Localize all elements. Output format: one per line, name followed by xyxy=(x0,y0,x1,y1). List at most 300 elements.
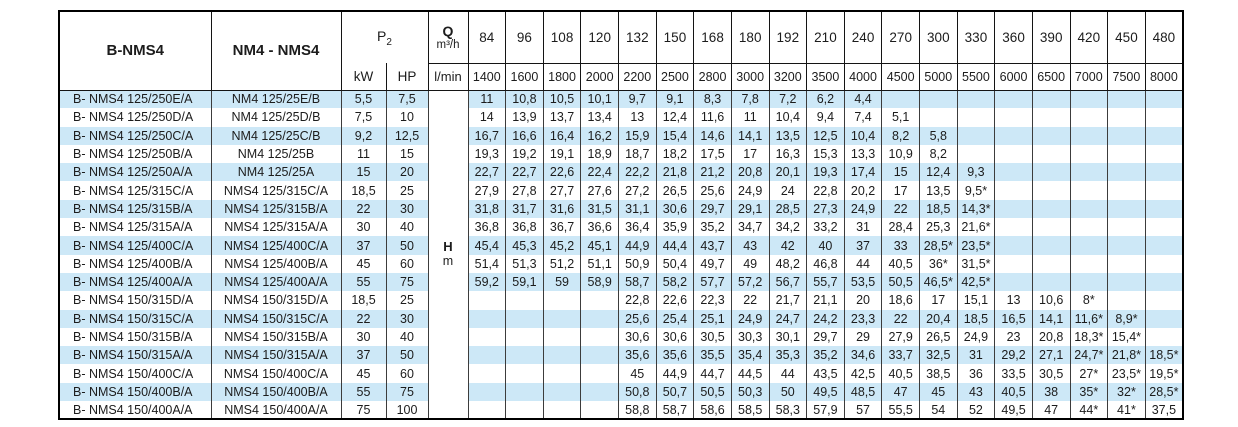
flow-m3h-240: 240 xyxy=(844,11,882,63)
p2-hp-value: 30 xyxy=(386,200,428,218)
head-value-168: 21,2 xyxy=(694,163,732,181)
pump-row xyxy=(59,90,1183,108)
head-value-210: 40 xyxy=(807,236,845,254)
head-value-168: 8,3 xyxy=(694,90,732,108)
head-value-210: 57,9 xyxy=(807,401,845,419)
flow-m3h-390: 390 xyxy=(1032,11,1070,63)
head-value-150: 30,6 xyxy=(656,200,694,218)
head-value-96: 13,9 xyxy=(506,108,544,126)
head-value-420 xyxy=(1070,273,1108,291)
head-value-210: 43,5 xyxy=(807,364,845,382)
head-value-192: 16,3 xyxy=(769,145,807,163)
head-value-450: 8,9* xyxy=(1108,310,1146,328)
head-value-330: 36 xyxy=(957,364,995,382)
head-value-120 xyxy=(581,310,619,328)
head-value-150: 9,1 xyxy=(656,90,694,108)
head-value-420: 35* xyxy=(1070,383,1108,401)
head-value-96: 51,3 xyxy=(506,255,544,273)
head-value-84: 36,8 xyxy=(468,218,506,236)
flow-lmin-3500: 3500 xyxy=(807,63,845,90)
head-value-180: 35,4 xyxy=(731,346,769,364)
flow-m3h-96: 96 xyxy=(506,11,544,63)
p2-hp-value: 40 xyxy=(386,218,428,236)
head-value-132: 58,8 xyxy=(619,401,657,419)
head-value-120: 31,5 xyxy=(581,200,619,218)
head-value-300: 32,5 xyxy=(920,346,958,364)
head-value-96 xyxy=(506,291,544,309)
head-value-150: 35,6 xyxy=(656,346,694,364)
model-nm4-nms4: NMS4 125/400C/A xyxy=(211,236,341,254)
head-value-150: 58,2 xyxy=(656,273,694,291)
head-value-132: 18,7 xyxy=(619,145,657,163)
p2-kw-value: 30 xyxy=(341,218,386,236)
model-b-nms4: B- NMS4 125/400C/A xyxy=(59,236,211,254)
head-value-132: 9,7 xyxy=(619,90,657,108)
flow-lmin-2200: 2200 xyxy=(619,63,657,90)
head-value-180: 24,9 xyxy=(731,310,769,328)
head-value-84: 27,9 xyxy=(468,181,506,199)
head-value-96 xyxy=(506,328,544,346)
head-value-192: 10,4 xyxy=(769,108,807,126)
model-b-nms4: B- NMS4 125/315B/A xyxy=(59,200,211,218)
head-value-84: 31,8 xyxy=(468,200,506,218)
head-value-84 xyxy=(468,364,506,382)
head-value-180: 57,2 xyxy=(731,273,769,291)
flow-lmin-8000: 8000 xyxy=(1145,63,1183,90)
p2-kw-value: 30 xyxy=(341,328,386,346)
p2-hp-value: 60 xyxy=(386,255,428,273)
head-value-180: 49 xyxy=(731,255,769,273)
head-value-330: 14,3* xyxy=(957,200,995,218)
p2-kw-value: 55 xyxy=(341,273,386,291)
head-value-120 xyxy=(581,328,619,346)
head-value-270: 15 xyxy=(882,163,920,181)
head-value-360: 33,5 xyxy=(995,364,1033,382)
head-value-450: 23,5* xyxy=(1108,364,1146,382)
head-value-420 xyxy=(1070,255,1108,273)
model-nm4-nms4: NM4 125/25D/B xyxy=(211,108,341,126)
head-value-150: 44,4 xyxy=(656,236,694,254)
head-value-168: 17,5 xyxy=(694,145,732,163)
head-value-84 xyxy=(468,401,506,419)
head-value-300: 38,5 xyxy=(920,364,958,382)
head-value-300: 12,4 xyxy=(920,163,958,181)
head-value-360: 40,5 xyxy=(995,383,1033,401)
head-value-300 xyxy=(920,108,958,126)
head-value-420: 44* xyxy=(1070,401,1108,419)
head-value-150: 30,6 xyxy=(656,328,694,346)
head-value-120: 27,6 xyxy=(581,181,619,199)
head-value-84 xyxy=(468,346,506,364)
head-value-390: 30,5 xyxy=(1032,364,1070,382)
head-value-84 xyxy=(468,291,506,309)
head-value-192: 7,2 xyxy=(769,90,807,108)
flow-lmin-1800: 1800 xyxy=(543,63,581,90)
head-value-240: 24,9 xyxy=(844,200,882,218)
head-value-270: 17 xyxy=(882,181,920,199)
head-value-450 xyxy=(1108,163,1146,181)
head-value-210: 29,7 xyxy=(807,328,845,346)
head-value-330: 24,9 xyxy=(957,328,995,346)
head-value-168: 25,1 xyxy=(694,310,732,328)
p2-kw-value: 75 xyxy=(341,401,386,419)
head-value-360 xyxy=(995,218,1033,236)
p2-kw-value: 5,5 xyxy=(341,90,386,108)
head-value-108 xyxy=(543,291,581,309)
head-value-180: 44,5 xyxy=(731,364,769,382)
head-value-108 xyxy=(543,364,581,382)
flow-lmin-1400: 1400 xyxy=(468,63,506,90)
head-value-84 xyxy=(468,310,506,328)
head-value-168: 11,6 xyxy=(694,108,732,126)
head-value-330 xyxy=(957,108,995,126)
head-value-480: 19,5* xyxy=(1145,364,1183,382)
head-value-150: 15,4 xyxy=(656,127,694,145)
p2-hp-value: 7,5 xyxy=(386,90,428,108)
head-value-132: 31,1 xyxy=(619,200,657,218)
head-value-480 xyxy=(1145,145,1183,163)
flow-lmin-5000: 5000 xyxy=(920,63,958,90)
flow-m3h-330: 330 xyxy=(957,11,995,63)
head-value-108: 36,7 xyxy=(543,218,581,236)
head-value-240: 37 xyxy=(844,236,882,254)
head-value-108 xyxy=(543,328,581,346)
head-value-132: 25,6 xyxy=(619,310,657,328)
head-value-192: 44 xyxy=(769,364,807,382)
head-value-168: 50,5 xyxy=(694,383,732,401)
head-value-132: 22,8 xyxy=(619,291,657,309)
p2-hp-value: 75 xyxy=(386,273,428,291)
head-value-330: 43 xyxy=(957,383,995,401)
head-value-390 xyxy=(1032,255,1070,273)
head-value-192: 28,5 xyxy=(769,200,807,218)
head-value-180: 50,3 xyxy=(731,383,769,401)
model-b-nms4: B- NMS4 150/315B/A xyxy=(59,328,211,346)
head-value-390 xyxy=(1032,163,1070,181)
p2-hp-value: 25 xyxy=(386,291,428,309)
head-value-96: 27,8 xyxy=(506,181,544,199)
p2-kw-value: 15 xyxy=(341,163,386,181)
model-b-nms4: B- NMS4 125/250D/A xyxy=(59,108,211,126)
flow-m3h-300: 300 xyxy=(920,11,958,63)
pump-performance-table xyxy=(58,10,1184,420)
flow-m3h-480: 480 xyxy=(1145,11,1183,63)
head-value-300: 8,2 xyxy=(920,145,958,163)
head-value-450 xyxy=(1108,181,1146,199)
flow-m3h-360: 360 xyxy=(995,11,1033,63)
head-value-168: 29,7 xyxy=(694,200,732,218)
head-value-210: 12,5 xyxy=(807,127,845,145)
head-value-150: 50,4 xyxy=(656,255,694,273)
head-value-150: 18,2 xyxy=(656,145,694,163)
head-value-480 xyxy=(1145,310,1183,328)
head-value-270: 50,5 xyxy=(882,273,920,291)
model-b-nms4: B- NMS4 125/315C/A xyxy=(59,181,211,199)
head-value-84: 22,7 xyxy=(468,163,506,181)
model-b-nms4: B- NMS4 150/400A/A xyxy=(59,401,211,419)
head-value-360 xyxy=(995,200,1033,218)
head-value-390: 20,8 xyxy=(1032,328,1070,346)
p2-hp-value: 25 xyxy=(386,181,428,199)
head-value-300: 25,3 xyxy=(920,218,958,236)
p2-kw-value: 18,5 xyxy=(341,291,386,309)
header-row-top xyxy=(59,11,1183,63)
head-value-480 xyxy=(1145,328,1183,346)
p2-kw-value: 18,5 xyxy=(341,181,386,199)
q-symbol: Q xyxy=(442,22,454,39)
head-value-360: 16,5 xyxy=(995,310,1033,328)
head-value-132: 13 xyxy=(619,108,657,126)
model-nm4-nms4: NMS4 150/315B/A xyxy=(211,328,341,346)
head-value-108: 10,5 xyxy=(543,90,581,108)
model-nm4-nms4: NM4 125/25B xyxy=(211,145,341,163)
head-value-420 xyxy=(1070,181,1108,199)
head-value-450: 15,4* xyxy=(1108,328,1146,346)
head-value-480: 28,5* xyxy=(1145,383,1183,401)
head-value-180: 20,8 xyxy=(731,163,769,181)
head-value-84: 45,4 xyxy=(468,236,506,254)
pump-row xyxy=(59,218,1183,236)
flow-m3h-120: 120 xyxy=(581,11,619,63)
head-value-240: 13,3 xyxy=(844,145,882,163)
head-value-132: 35,6 xyxy=(619,346,657,364)
head-value-480 xyxy=(1145,90,1183,108)
flow-lmin-2000: 2000 xyxy=(581,63,619,90)
head-value-300: 17 xyxy=(920,291,958,309)
head-value-96 xyxy=(506,364,544,382)
head-value-108: 27,7 xyxy=(543,181,581,199)
flow-lmin-5500: 5500 xyxy=(957,63,995,90)
head-value-300: 45 xyxy=(920,383,958,401)
head-value-390 xyxy=(1032,273,1070,291)
model-nm4-nms4: NMS4 125/400B/A xyxy=(211,255,341,273)
head-value-192: 58,3 xyxy=(769,401,807,419)
head-value-240: 48,5 xyxy=(844,383,882,401)
head-value-192: 20,1 xyxy=(769,163,807,181)
p2-hp-value: 75 xyxy=(386,383,428,401)
p2-kw-value: 11 xyxy=(341,145,386,163)
head-value-390: 10,6 xyxy=(1032,291,1070,309)
q-unit-m3h: m³/h xyxy=(436,38,460,51)
head-value-120: 36,6 xyxy=(581,218,619,236)
head-value-150: 25,4 xyxy=(656,310,694,328)
flow-lmin-6500: 6500 xyxy=(1032,63,1070,90)
head-value-120: 18,9 xyxy=(581,145,619,163)
head-value-108 xyxy=(543,346,581,364)
model-b-nms4: B- NMS4 125/315A/A xyxy=(59,218,211,236)
head-value-132: 30,6 xyxy=(619,328,657,346)
column-header-b-nms4: B-NMS4 xyxy=(59,11,211,90)
head-value-360 xyxy=(995,127,1033,145)
head-value-84: 14 xyxy=(468,108,506,126)
pump-row xyxy=(59,236,1183,254)
head-value-240: 20,2 xyxy=(844,181,882,199)
pump-row xyxy=(59,328,1183,346)
head-value-270: 33 xyxy=(882,236,920,254)
model-b-nms4: B- NMS4 125/250E/A xyxy=(59,90,211,108)
head-value-192: 24 xyxy=(769,181,807,199)
head-value-240: 10,4 xyxy=(844,127,882,145)
head-value-150: 26,5 xyxy=(656,181,694,199)
head-value-390: 47 xyxy=(1032,401,1070,419)
head-value-192: 30,1 xyxy=(769,328,807,346)
head-value-120: 10,1 xyxy=(581,90,619,108)
head-value-132: 50,8 xyxy=(619,383,657,401)
head-value-180: 58,5 xyxy=(731,401,769,419)
head-value-108: 22,6 xyxy=(543,163,581,181)
head-value-96: 36,8 xyxy=(506,218,544,236)
head-value-240: 4,4 xyxy=(844,90,882,108)
head-value-360 xyxy=(995,108,1033,126)
head-value-360 xyxy=(995,273,1033,291)
head-value-300: 26,5 xyxy=(920,328,958,346)
head-value-108: 16,4 xyxy=(543,127,581,145)
head-value-450 xyxy=(1108,200,1146,218)
head-value-210: 49,5 xyxy=(807,383,845,401)
head-value-420 xyxy=(1070,163,1108,181)
head-value-210: 19,3 xyxy=(807,163,845,181)
head-value-96 xyxy=(506,346,544,364)
model-b-nms4: B- NMS4 150/315D/A xyxy=(59,291,211,309)
head-value-180: 7,8 xyxy=(731,90,769,108)
head-value-210: 15,3 xyxy=(807,145,845,163)
model-nm4-nms4: NM4 125/25E/B xyxy=(211,90,341,108)
head-value-108 xyxy=(543,383,581,401)
head-value-180: 22 xyxy=(731,291,769,309)
model-nm4-nms4: NMS4 125/315A/A xyxy=(211,218,341,236)
head-value-210: 9,4 xyxy=(807,108,845,126)
head-value-270: 10,9 xyxy=(882,145,920,163)
head-value-390 xyxy=(1032,181,1070,199)
head-value-330: 18,5 xyxy=(957,310,995,328)
head-value-300: 36* xyxy=(920,255,958,273)
head-value-168: 35,5 xyxy=(694,346,732,364)
head-value-390 xyxy=(1032,127,1070,145)
head-value-480 xyxy=(1145,236,1183,254)
head-value-168: 57,7 xyxy=(694,273,732,291)
head-value-132: 58,7 xyxy=(619,273,657,291)
head-value-180: 43 xyxy=(731,236,769,254)
head-value-390 xyxy=(1032,236,1070,254)
head-value-96 xyxy=(506,401,544,419)
head-value-150: 12,4 xyxy=(656,108,694,126)
head-unit-m: m xyxy=(442,254,454,269)
head-value-480 xyxy=(1145,255,1183,273)
column-header-lmin: l/min xyxy=(428,63,468,90)
head-value-180: 24,9 xyxy=(731,181,769,199)
head-value-132: 45 xyxy=(619,364,657,382)
head-value-120: 58,9 xyxy=(581,273,619,291)
head-value-270: 40,5 xyxy=(882,255,920,273)
head-value-168: 14,6 xyxy=(694,127,732,145)
p2-kw-value: 37 xyxy=(341,236,386,254)
head-value-450: 32* xyxy=(1108,383,1146,401)
flow-m3h-84: 84 xyxy=(468,11,506,63)
head-value-360: 49,5 xyxy=(995,401,1033,419)
model-nm4-nms4: NMS4 150/315C/A xyxy=(211,310,341,328)
head-value-360 xyxy=(995,90,1033,108)
head-value-240: 53,5 xyxy=(844,273,882,291)
head-value-420 xyxy=(1070,236,1108,254)
head-value-270: 27,9 xyxy=(882,328,920,346)
head-value-300: 18,5 xyxy=(920,200,958,218)
head-value-420 xyxy=(1070,145,1108,163)
head-value-180: 34,7 xyxy=(731,218,769,236)
p2-kw-value: 55 xyxy=(341,383,386,401)
head-value-192: 35,3 xyxy=(769,346,807,364)
model-b-nms4: B- NMS4 125/250A/A xyxy=(59,163,211,181)
model-b-nms4: B- NMS4 150/315C/A xyxy=(59,310,211,328)
model-b-nms4: B- NMS4 150/400C/A xyxy=(59,364,211,382)
head-value-390 xyxy=(1032,90,1070,108)
head-value-240: 17,4 xyxy=(844,163,882,181)
pump-row xyxy=(59,346,1183,364)
flow-m3h-192: 192 xyxy=(769,11,807,63)
head-value-330: 9,3 xyxy=(957,163,995,181)
head-value-330 xyxy=(957,127,995,145)
head-value-96: 59,1 xyxy=(506,273,544,291)
head-value-270: 40,5 xyxy=(882,364,920,382)
head-value-480: 37,5 xyxy=(1145,401,1183,419)
p2-kw-value: 45 xyxy=(341,364,386,382)
head-value-168: 58,6 xyxy=(694,401,732,419)
head-value-240: 23,3 xyxy=(844,310,882,328)
head-value-132: 36,4 xyxy=(619,218,657,236)
head-value-108: 45,2 xyxy=(543,236,581,254)
p2-hp-value: 50 xyxy=(386,236,428,254)
head-value-84: 59,2 xyxy=(468,273,506,291)
flow-lmin-4500: 4500 xyxy=(882,63,920,90)
head-value-120: 45,1 xyxy=(581,236,619,254)
flow-m3h-132: 132 xyxy=(619,11,657,63)
head-value-450 xyxy=(1108,145,1146,163)
head-value-270: 55,5 xyxy=(882,401,920,419)
head-value-360: 29,2 xyxy=(995,346,1033,364)
head-value-168: 43,7 xyxy=(694,236,732,254)
head-value-450 xyxy=(1108,108,1146,126)
head-value-360: 13 xyxy=(995,291,1033,309)
pump-row xyxy=(59,127,1183,145)
head-value-270: 28,4 xyxy=(882,218,920,236)
head-value-330 xyxy=(957,145,995,163)
head-value-420 xyxy=(1070,200,1108,218)
p2-hp-value: 15 xyxy=(386,145,428,163)
p2-hp-value: 30 xyxy=(386,310,428,328)
head-value-360 xyxy=(995,163,1033,181)
head-value-450 xyxy=(1108,255,1146,273)
head-value-84: 11 xyxy=(468,90,506,108)
head-value-96 xyxy=(506,310,544,328)
head-value-330 xyxy=(957,90,995,108)
head-value-420 xyxy=(1070,108,1108,126)
pump-row xyxy=(59,255,1183,273)
head-value-120: 51,1 xyxy=(581,255,619,273)
head-value-132: 15,9 xyxy=(619,127,657,145)
head-value-84 xyxy=(468,383,506,401)
head-value-168: 35,2 xyxy=(694,218,732,236)
head-unit-cell xyxy=(428,90,468,419)
flow-m3h-210: 210 xyxy=(807,11,845,63)
head-value-270: 8,2 xyxy=(882,127,920,145)
model-nm4-nms4: NMS4 125/315C/A xyxy=(211,181,341,199)
head-value-330: 42,5* xyxy=(957,273,995,291)
head-value-480 xyxy=(1145,108,1183,126)
p2-kw-value: 9,2 xyxy=(341,127,386,145)
head-value-96: 10,8 xyxy=(506,90,544,108)
head-value-150: 35,9 xyxy=(656,218,694,236)
head-value-240: 7,4 xyxy=(844,108,882,126)
head-value-240: 57 xyxy=(844,401,882,419)
